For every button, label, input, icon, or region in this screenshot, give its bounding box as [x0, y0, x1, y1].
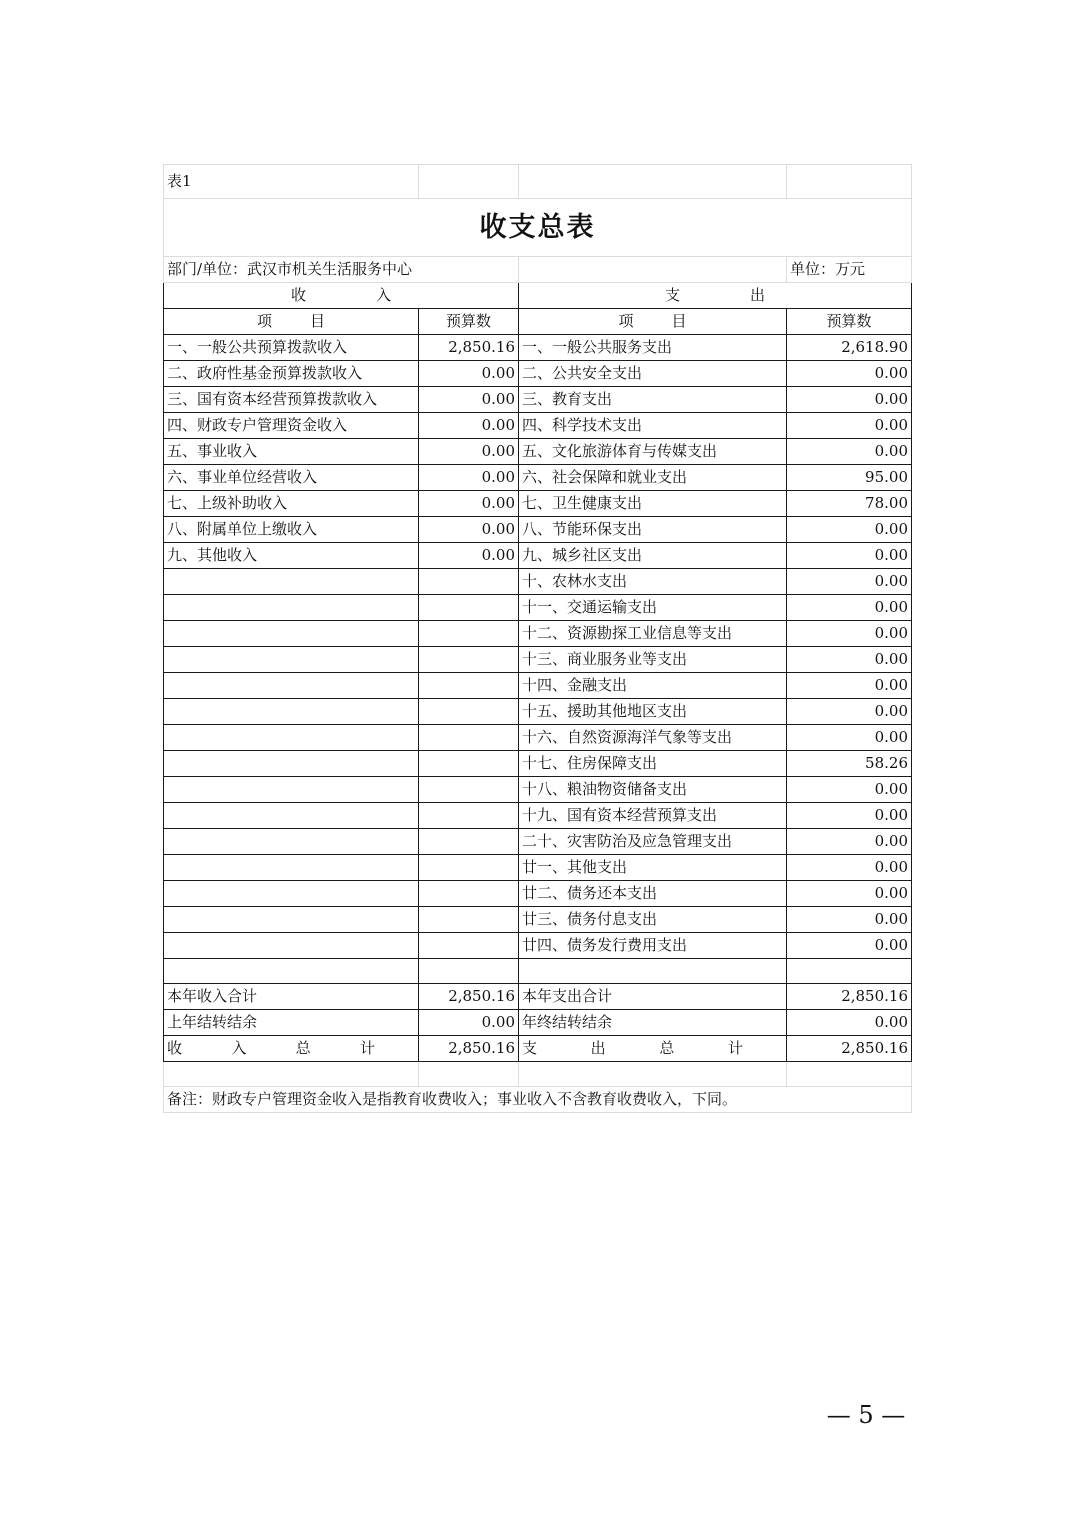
income-value: 0.00 [419, 491, 519, 517]
table-row [164, 361, 912, 387]
carry-in-label: 上年结转结余 [164, 1010, 419, 1036]
income-value [419, 907, 519, 933]
income-budget-header: 预算数 [419, 309, 519, 335]
table-row [164, 803, 912, 829]
expense-value: 0.00 [787, 569, 912, 595]
dept-row [164, 257, 912, 283]
expense-item: 十一、交通运输支出 [519, 595, 787, 621]
table-row [164, 699, 912, 725]
expense-value: 0.00 [787, 829, 912, 855]
expense-item: 廿四、债务发行费用支出 [519, 933, 787, 959]
income-item [164, 621, 419, 647]
expense-value: 0.00 [787, 595, 912, 621]
table-row [164, 751, 912, 777]
table-row [164, 621, 912, 647]
income-total-value: 2,850.16 [419, 1036, 519, 1062]
table-row [164, 933, 912, 959]
income-item: 二、政府性基金预算拨款收入 [164, 361, 419, 387]
income-value [419, 673, 519, 699]
income-item: 七、上级补助收入 [164, 491, 419, 517]
year-expense-label: 本年支出合计 [519, 984, 787, 1010]
summary-table [163, 164, 912, 1113]
table-row [164, 725, 912, 751]
spacer-row [164, 959, 912, 984]
income-item: 八、附属单位上缴收入 [164, 517, 419, 543]
table-row [164, 829, 912, 855]
income-item [164, 777, 419, 803]
income-value [419, 569, 519, 595]
income-item [164, 829, 419, 855]
income-item [164, 933, 419, 959]
income-value [419, 855, 519, 881]
income-value: 0.00 [419, 387, 519, 413]
grand-total-row [164, 1036, 912, 1062]
expense-item: 一、一般公共服务支出 [519, 335, 787, 361]
expense-value: 0.00 [787, 777, 912, 803]
expense-value: 0.00 [787, 673, 912, 699]
expense-item: 十九、国有资本经营预算支出 [519, 803, 787, 829]
income-item [164, 595, 419, 621]
expense-item: 十五、援助其他地区支出 [519, 699, 787, 725]
table-row [164, 517, 912, 543]
footnote: 备注：财政专户管理资金收入是指教育收费收入；事业收入不含教育收费收入，下同。 [164, 1087, 912, 1113]
income-item [164, 803, 419, 829]
year-total-row [164, 984, 912, 1010]
table-row [164, 543, 912, 569]
year-income-value: 2,850.16 [419, 984, 519, 1010]
income-item [164, 725, 419, 751]
income-value: 0.00 [419, 361, 519, 387]
table-row [164, 387, 912, 413]
income-value [419, 621, 519, 647]
expense-item: 七、卫生健康支出 [519, 491, 787, 517]
expense-value: 0.00 [787, 933, 912, 959]
table-number: 表1 [164, 165, 419, 199]
expense-total-value: 2,850.16 [787, 1036, 912, 1062]
table-row [164, 855, 912, 881]
expense-item: 廿一、其他支出 [519, 855, 787, 881]
income-value: 0.00 [419, 413, 519, 439]
expense-item: 十、农林水支出 [519, 569, 787, 595]
carry-over-row [164, 1010, 912, 1036]
expense-item: 九、城乡社区支出 [519, 543, 787, 569]
income-item: 一、一般公共预算拨款收入 [164, 335, 419, 361]
table-row [164, 465, 912, 491]
page-title: 收支总表 [164, 199, 912, 257]
expense-item: 五、文化旅游体育与传媒支出 [519, 439, 787, 465]
table-row [164, 569, 912, 595]
expense-value: 0.00 [787, 803, 912, 829]
expense-value: 0.00 [787, 387, 912, 413]
table-row [164, 673, 912, 699]
table-row [164, 413, 912, 439]
income-value [419, 699, 519, 725]
carry-in-value: 0.00 [419, 1010, 519, 1036]
income-item: 六、事业单位经营收入 [164, 465, 419, 491]
expense-value: 0.00 [787, 621, 912, 647]
carry-out-value: 0.00 [787, 1010, 912, 1036]
expense-item: 十四、金融支出 [519, 673, 787, 699]
unit-label: 单位：万元 [787, 257, 912, 283]
income-item [164, 855, 419, 881]
expense-value: 0.00 [787, 907, 912, 933]
expense-item-header: 项 目 [519, 309, 787, 335]
expense-item: 三、教育支出 [519, 387, 787, 413]
table-row [164, 777, 912, 803]
table-row [164, 647, 912, 673]
income-value [419, 595, 519, 621]
expense-item: 六、社会保障和就业支出 [519, 465, 787, 491]
title-row [164, 199, 912, 257]
income-item [164, 751, 419, 777]
expense-value: 78.00 [787, 491, 912, 517]
income-total-label: 收 入 总 计 [164, 1036, 419, 1062]
income-header: 收 入 [164, 283, 519, 309]
expense-value: 0.00 [787, 439, 912, 465]
expense-value: 0.00 [787, 855, 912, 881]
income-value [419, 803, 519, 829]
income-item: 五、事业收入 [164, 439, 419, 465]
income-value: 0.00 [419, 439, 519, 465]
income-item [164, 673, 419, 699]
income-value [419, 881, 519, 907]
column-header-row [164, 309, 912, 335]
expense-value: 0.00 [787, 361, 912, 387]
expense-value: 0.00 [787, 725, 912, 751]
budget-sheet [163, 164, 911, 1113]
expense-item: 四、科学技术支出 [519, 413, 787, 439]
income-value: 0.00 [419, 543, 519, 569]
income-item [164, 569, 419, 595]
expense-value: 0.00 [787, 517, 912, 543]
table-row [164, 907, 912, 933]
expense-item: 十六、自然资源海洋气象等支出 [519, 725, 787, 751]
income-item-header: 项 目 [164, 309, 419, 335]
income-value: 0.00 [419, 517, 519, 543]
table-row [164, 491, 912, 517]
year-income-label: 本年收入合计 [164, 984, 419, 1010]
expense-budget-header: 预算数 [787, 309, 912, 335]
expense-item: 十七、住房保障支出 [519, 751, 787, 777]
expense-total-label: 支 出 总 计 [519, 1036, 787, 1062]
expense-value: 0.00 [787, 543, 912, 569]
expense-item: 二、公共安全支出 [519, 361, 787, 387]
table-row [164, 439, 912, 465]
income-value [419, 829, 519, 855]
blank-row [164, 1062, 912, 1087]
expense-item: 二十、灾害防治及应急管理支出 [519, 829, 787, 855]
expense-value: 58.26 [787, 751, 912, 777]
expense-item: 廿三、债务付息支出 [519, 907, 787, 933]
expense-value: 2,618.90 [787, 335, 912, 361]
carry-out-label: 年终结转结余 [519, 1010, 787, 1036]
income-value [419, 647, 519, 673]
section-header-row [164, 283, 912, 309]
expense-value: 0.00 [787, 699, 912, 725]
note-row [164, 1087, 912, 1113]
income-item: 九、其他收入 [164, 543, 419, 569]
income-item: 三、国有资本经营预算拨款收入 [164, 387, 419, 413]
page-number: — 5 — [826, 1401, 906, 1429]
income-item [164, 699, 419, 725]
expense-item: 八、节能环保支出 [519, 517, 787, 543]
income-value [419, 933, 519, 959]
income-value: 2,850.16 [419, 335, 519, 361]
expense-value: 95.00 [787, 465, 912, 491]
income-value [419, 751, 519, 777]
income-item [164, 647, 419, 673]
table-row [164, 881, 912, 907]
income-item: 四、财政专户管理资金收入 [164, 413, 419, 439]
income-value [419, 777, 519, 803]
expense-value: 0.00 [787, 881, 912, 907]
income-value: 0.00 [419, 465, 519, 491]
expense-value: 0.00 [787, 647, 912, 673]
table-row [164, 335, 912, 361]
expense-item: 十三、商业服务业等支出 [519, 647, 787, 673]
year-expense-value: 2,850.16 [787, 984, 912, 1010]
dept-label: 部门/单位：武汉市机关生活服务中心 [164, 257, 519, 283]
table-row [164, 595, 912, 621]
income-item [164, 881, 419, 907]
expense-value: 0.00 [787, 413, 912, 439]
income-value [419, 725, 519, 751]
expense-item: 十二、资源勘探工业信息等支出 [519, 621, 787, 647]
income-item [164, 907, 419, 933]
expense-header: 支 出 [519, 283, 912, 309]
expense-item: 廿二、债务还本支出 [519, 881, 787, 907]
table-number-row [164, 165, 912, 199]
expense-item: 十八、粮油物资储备支出 [519, 777, 787, 803]
